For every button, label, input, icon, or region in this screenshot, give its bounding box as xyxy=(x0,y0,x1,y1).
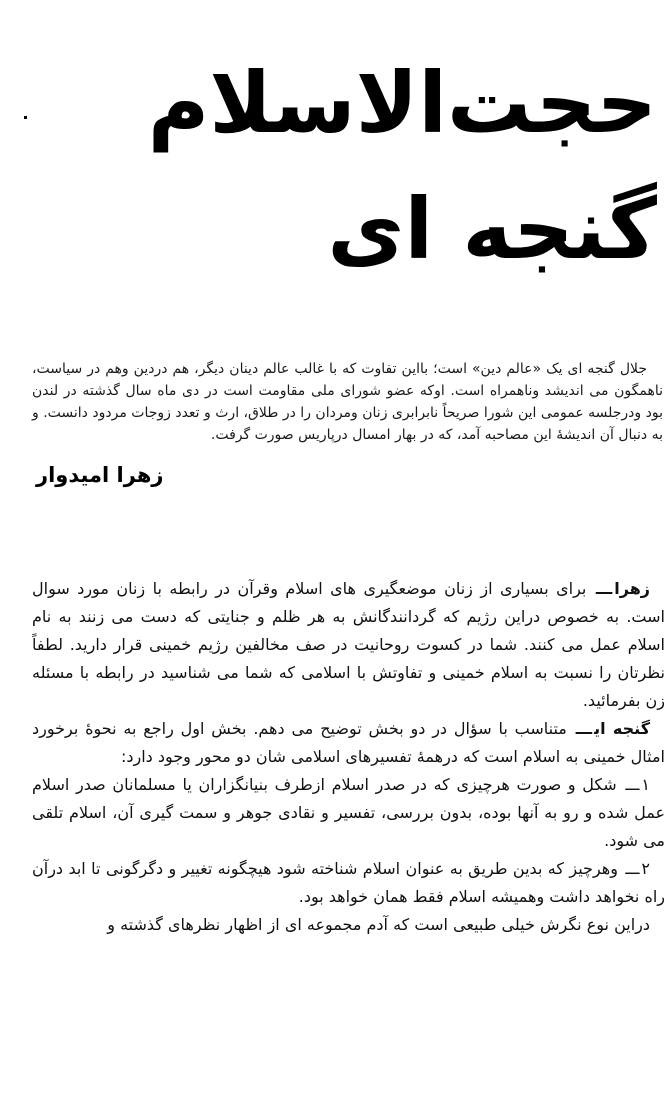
speaker-dash: ـــ xyxy=(575,719,593,738)
point-dash: ـــ xyxy=(625,859,640,878)
interview-question-paragraph xyxy=(32,575,665,715)
interview-answer-paragraph xyxy=(32,715,665,771)
numbered-point-1 xyxy=(32,771,665,855)
question-text: برای بسیاری از زنان موضعگیری های اسلام وقرآن در رابطه با زنان مورد سوال است. به خصوص دراین رژیم که گردانندگانش به هر ظلم و جنایتی که دست می زنند به نام اسلام عمل می کنند. شما در کسوت روحانیت در صف مخالفین رژیم خمینی قرار دارید. لطفاً نظرتان را نسبت به اسلام خمینی و تفاوتش با اسلامی که شما می شناسید در رابطه با مسئله زن بفرمائید. xyxy=(32,579,665,710)
point-number: ۲ xyxy=(641,859,651,878)
byline-author: زهرا امیدوار xyxy=(36,463,164,487)
point-text: وهرچیز که بدین طریق به عنوان اسلام شناخته شود هیچگونه تغییر و دگرگونی تا ابد درآن راه نخواهد داشت وهمیشه اسلام فقط همان خواهد بود. xyxy=(32,859,665,906)
point-text: شکل و صورت هرچیزی که در صدر اسلام ازطرف بنیانگزاران یا مسلمانان صدر اسلام عمل شده و رو به آنها بوده، بدون بررسی، تفسیر و نقادی جوهر و سمت گیری آن، اسلام تلقی می شود. xyxy=(32,775,665,850)
point-dash: ـــ xyxy=(625,775,640,794)
scan-speck-dot xyxy=(24,116,27,119)
intro-paragraph: جلال گنجه ای یک «عالم دین» است؛ بااین تفاوت که با غالب عالم دینان دیگر، هم دردین وهم در سیاست، ناهمگون می اندیشد وناهمراه است. اوکه عضو شورای ملی مقاومت است در دی ماه سال گذشته در لندن بود ودرجلسه عمومی این شورا صریحاً نابرابری زنان ومردان را در طلاق، ارث و تعدد زوجات مردود دانست. و به دنبال آن اندیشهٔ این مصاحبه آمد، که در بهار امسال درپاریس صورت گرفت. xyxy=(32,361,663,443)
page-title-line1: حجت‌الاسلام xyxy=(147,54,657,152)
speaker-name-interviewer: زهرا xyxy=(614,579,650,598)
interview-body xyxy=(0,575,671,939)
closing-paragraph: دراین نوع نگرش خیلی طبیعی است که آدم مجموعه ای از اظهار نظرهای گذشته و xyxy=(107,915,650,934)
numbered-point-2 xyxy=(32,855,665,911)
page-title-line2: گنجه ای xyxy=(327,180,657,278)
page-title xyxy=(0,0,671,292)
speaker-name-interviewee: گنجه ای xyxy=(594,719,650,738)
point-number: ۱ xyxy=(641,775,650,794)
speaker-dash: ـــ xyxy=(595,579,613,598)
answer-text: متناسب با سؤال در دو بخش توضیح می دهم. بخش اول راجع به نحوهٔ برخورد امثال خمینی به اسلام است که درهمهٔ تفسیرهای اسلامی شان دو محور وجود دارد: xyxy=(32,719,665,766)
